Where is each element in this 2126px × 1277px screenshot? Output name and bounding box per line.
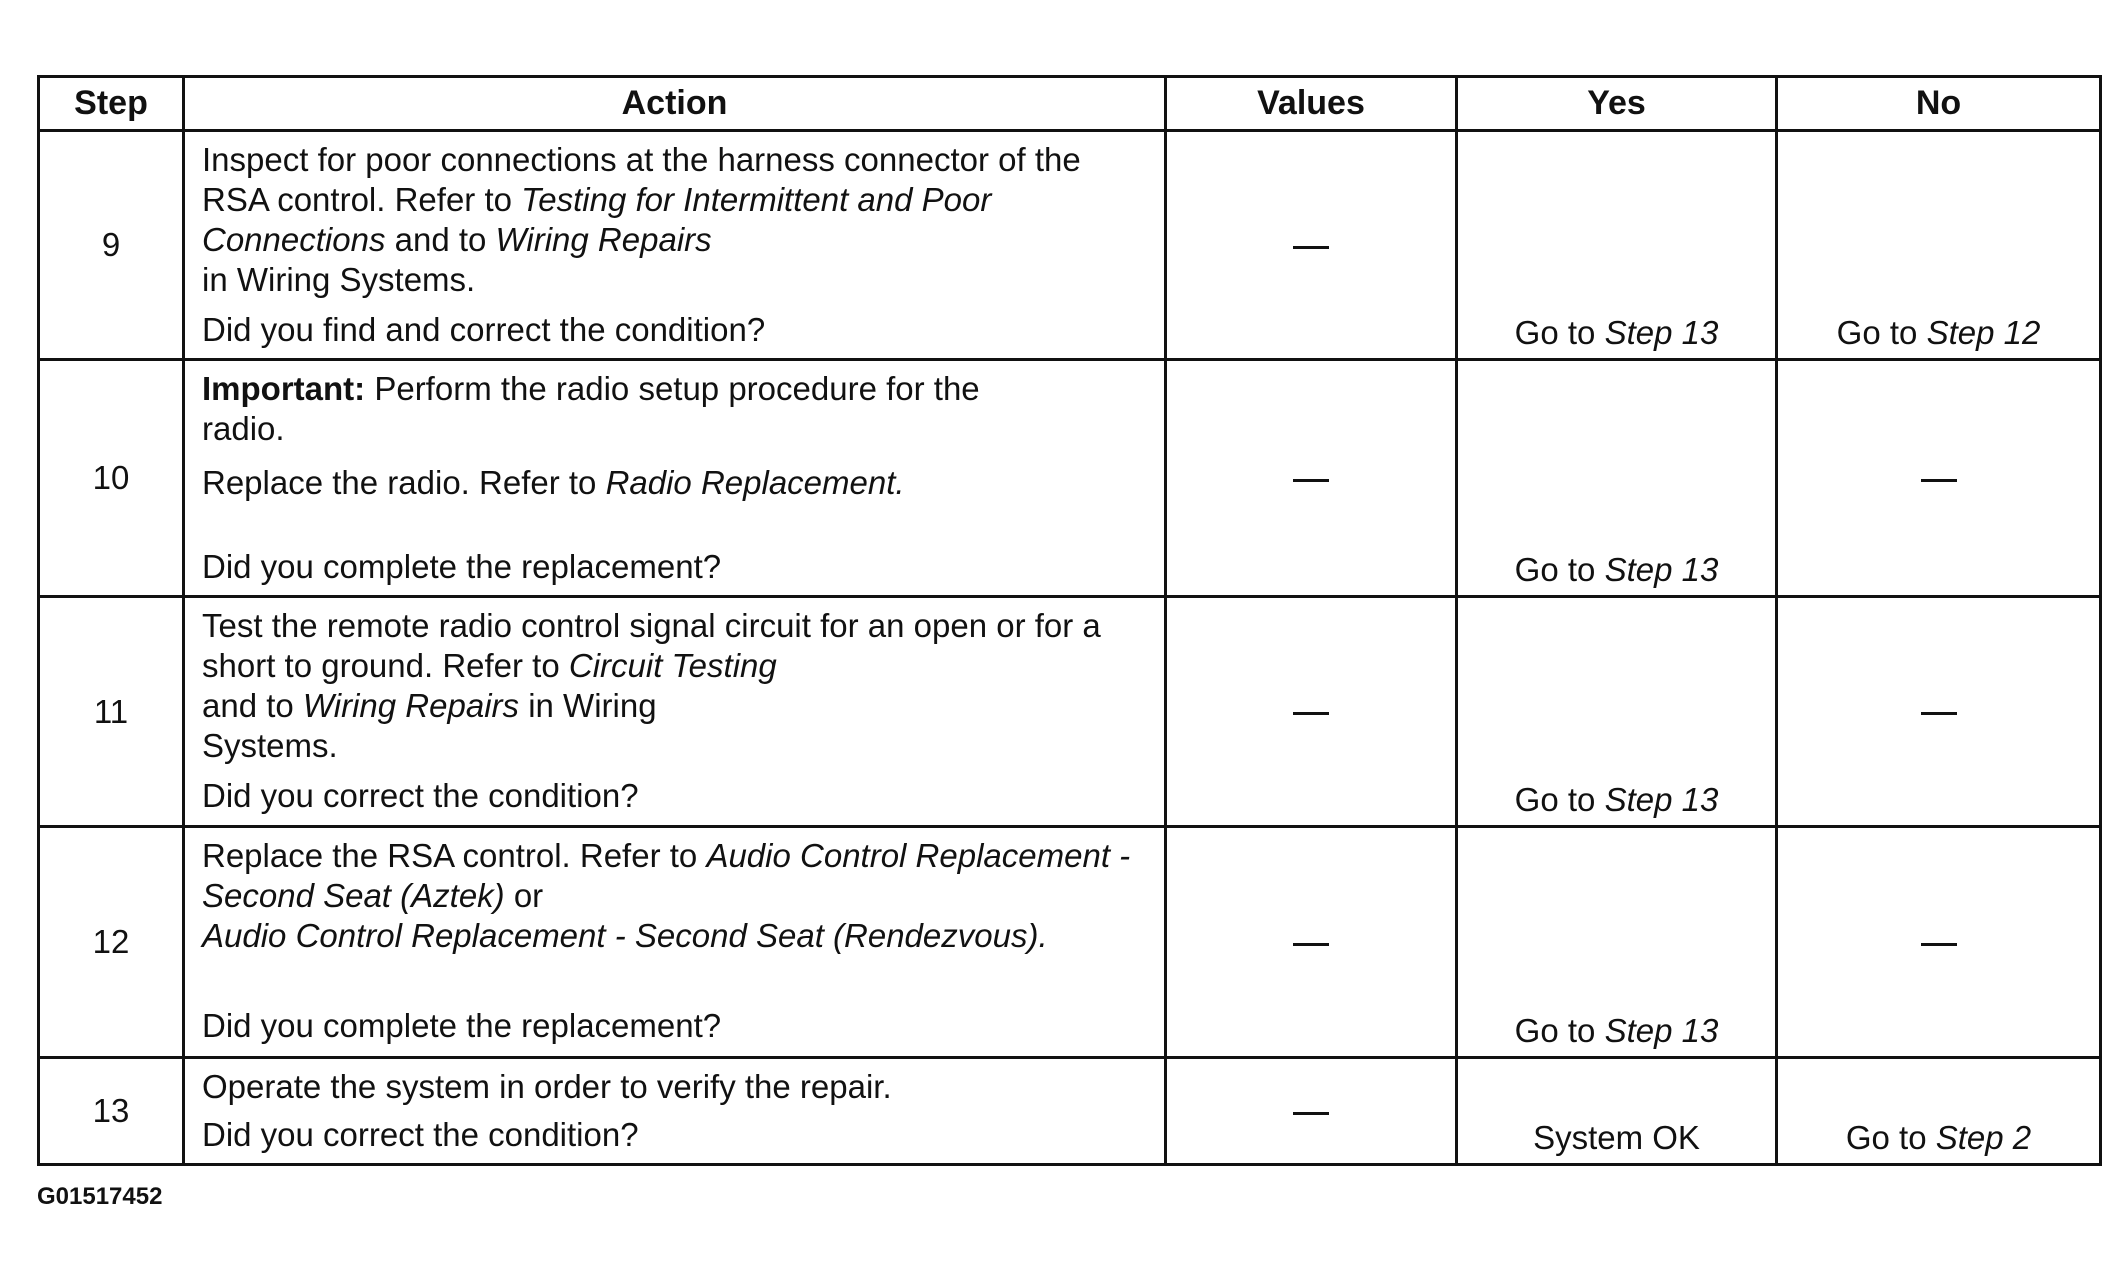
action-cell — [184, 131, 1166, 360]
dash-mark — [1921, 943, 1957, 946]
important-label: Important: — [202, 370, 366, 407]
yes-cell — [1457, 597, 1777, 827]
header-yes: Yes — [1457, 77, 1777, 131]
yes-step-ref: Step 13 — [1604, 781, 1719, 818]
header-values: Values — [1166, 77, 1457, 131]
step-number: 13 — [39, 1058, 184, 1165]
action-reference: Radio Replacement. — [605, 464, 905, 501]
yes-step-ref: Step 13 — [1604, 314, 1719, 351]
values-cell — [1166, 360, 1457, 597]
yes-prefix: Go to — [1514, 551, 1605, 588]
action-question: Did you complete the replacement? — [202, 548, 722, 585]
no-cell — [1777, 131, 2101, 360]
no-cell — [1777, 1058, 2101, 1165]
action-reference: Testing for Intermittent and Poor Connections — [202, 181, 992, 258]
action-question: Did you correct the condition? — [202, 777, 639, 814]
table-row — [39, 597, 2101, 827]
values-cell — [1166, 131, 1457, 360]
no-step-ref: Step 12 — [1926, 314, 2041, 351]
table-row — [39, 827, 2101, 1058]
yes-cell — [1457, 131, 1777, 360]
header-no: No — [1777, 77, 2101, 131]
action-text: Replace the RSA control. Refer to — [202, 837, 707, 874]
action-reference: Wiring Repairs — [302, 687, 520, 724]
action-text: Perform the radio setup procedure for the radio. — [202, 370, 980, 447]
action-cell — [184, 827, 1166, 1058]
yes-text: System OK — [1533, 1119, 1700, 1156]
values-cell — [1166, 1058, 1457, 1165]
no-cell — [1777, 360, 2101, 597]
yes-cell — [1457, 1058, 1777, 1165]
dash-mark — [1293, 712, 1329, 715]
values-cell — [1166, 597, 1457, 827]
step-number: 9 — [39, 131, 184, 360]
action-text: and to — [202, 687, 303, 724]
header-row — [39, 77, 2101, 131]
action-question: Did you find and correct the condition? — [202, 311, 766, 348]
action-text: and to — [385, 221, 496, 258]
action-cell — [184, 1058, 1166, 1165]
action-text: in Wiring Systems. — [202, 687, 657, 764]
no-prefix: Go to — [1836, 314, 1927, 351]
action-reference: Audio Control Replacement - Second Seat (Rendezvous). — [202, 917, 1048, 954]
action-text: Replace the radio. Refer to — [202, 464, 606, 501]
action-text: Test the remote radio control signal circuit for an open or for a short to ground. Refer to — [202, 607, 1101, 684]
step-number: 10 — [39, 360, 184, 597]
yes-prefix: Go to — [1514, 314, 1605, 351]
action-reference: Audio Control Replacement - Second Seat (Aztek) — [202, 837, 1131, 914]
action-text: Operate the system in order to verify the repair. — [202, 1068, 892, 1105]
no-step-ref: Step 2 — [1935, 1119, 2032, 1156]
action-cell — [184, 597, 1166, 827]
diagnostic-table — [37, 75, 2102, 1166]
no-cell — [1777, 597, 2101, 827]
table-row — [39, 360, 2101, 597]
header-step: Step — [39, 77, 184, 131]
dash-mark — [1921, 479, 1957, 482]
dash-mark — [1921, 712, 1957, 715]
action-text: Inspect for poor connections at the harness connector of the RSA control. Refer to — [202, 141, 1081, 218]
no-prefix: Go to — [1845, 1119, 1936, 1156]
action-reference: Circuit Testing — [568, 647, 777, 684]
yes-step-ref: Step 13 — [1604, 551, 1719, 588]
figure-id: G01517452 — [37, 1183, 163, 1210]
yes-step-ref: Step 13 — [1604, 1012, 1719, 1049]
dash-mark — [1293, 246, 1329, 249]
action-question: Did you complete the replacement? — [202, 1007, 722, 1044]
no-cell — [1777, 827, 2101, 1058]
action-text: in Wiring Systems. — [202, 261, 476, 298]
dash-mark — [1293, 943, 1329, 946]
step-number: 11 — [39, 597, 184, 827]
values-cell — [1166, 827, 1457, 1058]
yes-cell — [1457, 827, 1777, 1058]
yes-prefix: Go to — [1514, 781, 1605, 818]
header-action: Action — [184, 77, 1166, 131]
step-number: 12 — [39, 827, 184, 1058]
table-row — [39, 131, 2101, 360]
action-question: Did you correct the condition? — [202, 1116, 639, 1153]
dash-mark — [1293, 1112, 1329, 1115]
table-row — [39, 1058, 2101, 1165]
action-cell — [184, 360, 1166, 597]
action-reference: Wiring Repairs — [495, 221, 712, 258]
action-text: or — [504, 877, 544, 914]
yes-prefix: Go to — [1514, 1012, 1605, 1049]
yes-cell — [1457, 360, 1777, 597]
dash-mark — [1293, 479, 1329, 482]
